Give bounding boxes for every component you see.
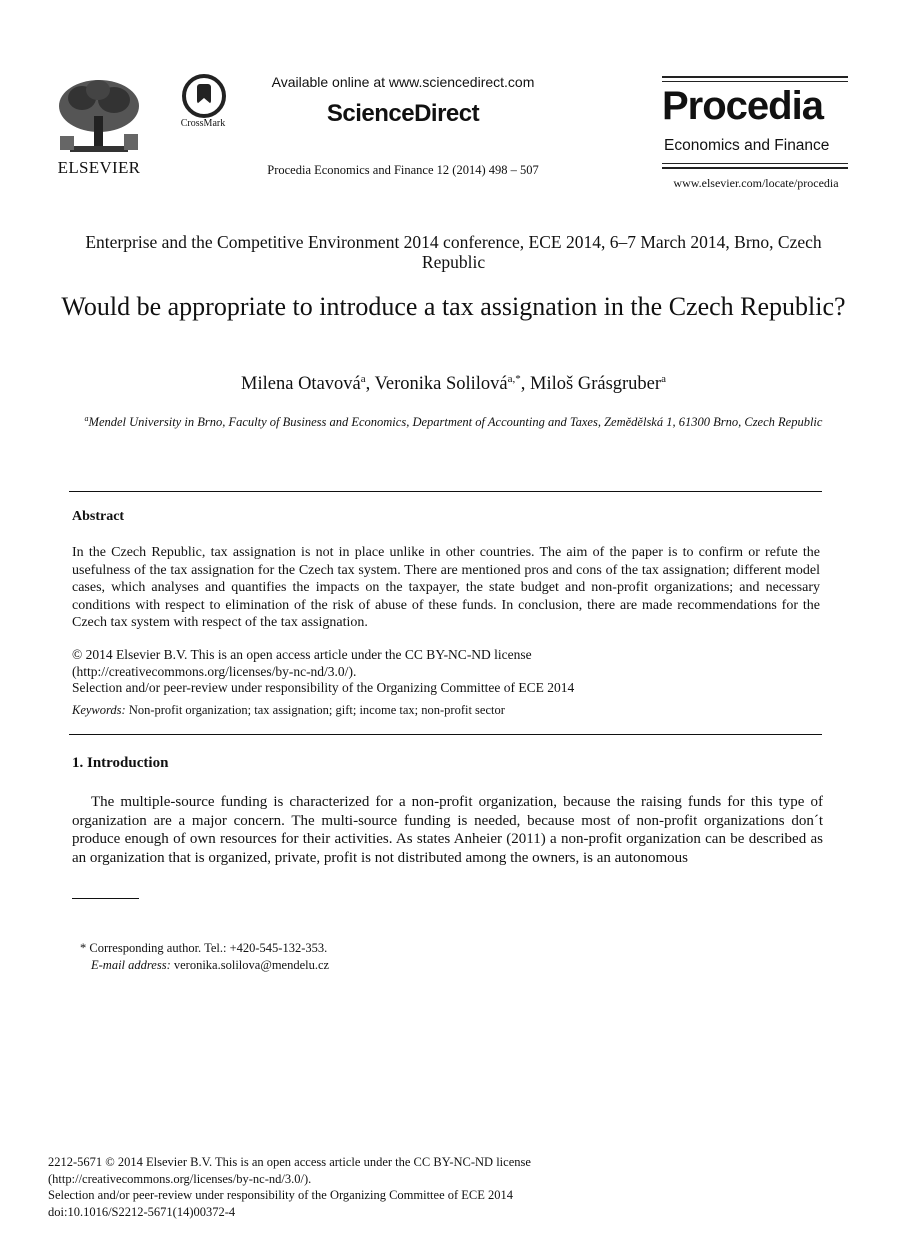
author-name: Miloš Grásgruber: [530, 374, 662, 395]
keywords-label: Keywords:: [72, 703, 126, 717]
issn-line: 2212-5671 © 2014 Elsevier B.V. This is an open access article under the CC BY-NC-ND license: [48, 1155, 531, 1169]
abstract-text: In the Czech Republic, tax assignation is not in place unlike in other countries. The aim of the paper is to confirm or refute the usefulness of the tax assignation for the Czech tax system. There are mentioned pros and cons of the tax assignation; different model cases, which analyses and quantifies the impacts on the taxpayer, the state budget and non-profit organizations; and necessary conditions with respect to elimination of the risk of abuse of these funds. In conclusion, there are made recommendations for the Czech tax system with respect of the tax assignation.: [72, 545, 820, 631]
email-label: E-mail address:: [91, 958, 171, 972]
paren-close: ).: [303, 1171, 312, 1186]
section-heading: 1. Introduction: [72, 755, 169, 771]
keywords-line: [72, 703, 820, 718]
elsevier-wordmark: ELSEVIER: [57, 158, 141, 177]
affiliation: [80, 410, 827, 431]
procedia-logo: Procedia: [662, 84, 823, 128]
journal-url[interactable]: www.elsevier.com/locate/procedia: [673, 176, 839, 190]
crossmark-label: CrossMark: [180, 118, 226, 129]
corresponding-author: * Corresponding author. Tel.: +420-545-132-353.: [80, 941, 328, 955]
author-affiliation-mark: a: [360, 373, 366, 385]
license-block: [72, 647, 820, 697]
affiliation-text: Mendel University in Brno, Faculty of Business and Economics, Department of Accounting and Taxes, Zemědělská 1, 61300 Brno, Czech Republic: [88, 415, 823, 430]
copyright-block: [48, 1154, 748, 1220]
license-link-line: [72, 664, 820, 681]
procedia-subtitle: Economics and Finance: [664, 137, 830, 154]
footnote: [80, 940, 680, 974]
doi[interactable]: doi:10.1016/S2212-5671(14)00372-4: [48, 1204, 236, 1219]
sciencedirect-logo[interactable]: ScienceDirect: [326, 100, 480, 127]
procedia-rule: [662, 81, 848, 82]
abstract-heading: Abstract: [72, 509, 125, 524]
footnote-rule: [72, 898, 139, 899]
procedia-rule: [662, 76, 848, 78]
license-link-line: [48, 1171, 748, 1188]
paren-close: ).: [348, 663, 357, 679]
license-link[interactable]: http://creativecommons.org/licenses/by-nc-nd/3.0/: [76, 663, 349, 679]
available-online-text: Available online at www.sciencedirect.com: [271, 74, 535, 90]
paren-open: (: [48, 1171, 53, 1186]
paren-open: (: [72, 663, 77, 679]
procedia-rule: [662, 167, 848, 169]
author-name: Veronika Solilová: [374, 374, 508, 395]
conference-line: Enterprise and the Competitive Environment 2014 conference, ECE 2014, 6–7 March 2014, Brno, Czech Republic: [85, 232, 822, 272]
procedia-rule: [662, 163, 848, 164]
author-affiliation-mark: a: [661, 373, 666, 385]
section-divider: [69, 491, 822, 492]
journal-reference: Procedia Economics and Finance 12 (2014) 498 – 507: [267, 163, 539, 177]
section-divider: [69, 734, 822, 735]
license-line: © 2014 Elsevier B.V. This is an open access article under the CC BY-NC-ND license: [72, 647, 532, 662]
email-address[interactable]: veronika.solilova@mendelu.cz: [170, 958, 330, 972]
paper-title: Would be appropriate to introduce a tax assignation in the Czech Republic?: [61, 292, 846, 321]
peer-review-line: Selection and/or peer-review under responsibility of the Organizing Committee of ECE 2014: [48, 1188, 514, 1203]
affiliation-mark: a: [84, 414, 89, 423]
author-list: Milena Otavová$^a$, Veronika Solilová$^{a,*}$, Miloš Grásgruber$^a$: [241, 373, 666, 395]
author-affiliation-mark: a,*: [507, 373, 521, 385]
license-link[interactable]: http://creativecommons.org/licenses/by-nc-nd/3.0/: [52, 1171, 304, 1186]
keywords-text: Non-profit organization; tax assignation; gift; income tax; non-profit sector: [125, 703, 505, 717]
author-name: Milena Otavová: [241, 374, 361, 395]
introduction-text: The multiple-source funding is characterized for a non-profit organization, because the raising funds for this type of organization are a major concern. The multi-source funding is needed, because most of non-profit organizations don´t produce enough of own resources for their activities. As states Anheier (2011) a non-profit organization can be described as an organization that is organized, private, profit is not distributed among the owners, is an autonomous: [72, 794, 823, 866]
email-line: [80, 957, 680, 974]
peer-review-line: Selection and/or peer-review under responsibility of the Organizing Committee of ECE 2014: [72, 680, 575, 696]
